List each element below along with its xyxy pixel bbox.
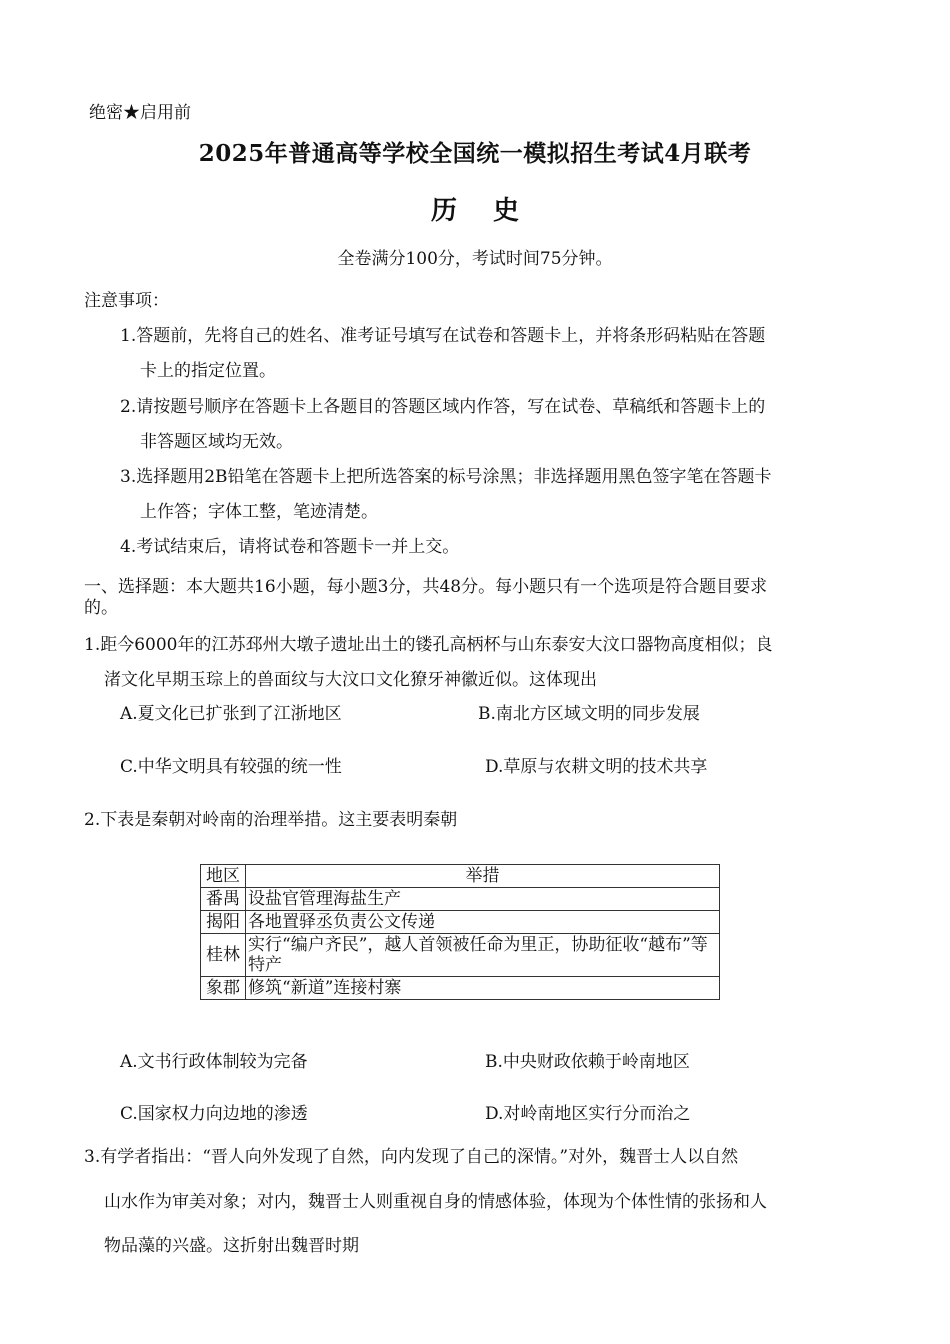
table-cell-region: 番禺 xyxy=(201,888,246,911)
exam-title: 2025年普通高等学校全国统一模拟招生考试4月联考 xyxy=(198,140,752,167)
q3-stem-cont: 山水作为审美对象；对内，魏晋士人则重视自身的情感体验，体现为个体性情的张扬和人 xyxy=(104,1192,767,1212)
q1-stem-cont: 渚文化早期玉琮上的兽面纹与大汶口文化獠牙神徽近似。这体现出 xyxy=(104,670,597,690)
note-item-3: 3.选择题用2B铅笔在答题卡上把所选答案的标号涂黑；非选择题用黑色签字笔在答题卡 xyxy=(120,467,772,487)
note-item-1: 1.答题前，先将自己的姓名、准考证号填写在试卷和答题卡上，并将条形码粘贴在答题 xyxy=(120,326,766,346)
note-item-2: 2.请按题号顺序在答题卡上各题目的答题区域内作答，写在试卷、草稿纸和答题卡上的 xyxy=(120,397,766,417)
note-item-4: 4.考试结束后，请将试卷和答题卡一并上交。 xyxy=(120,537,460,557)
note-item-3-cont: 上作答；字体工整，笔迹清楚。 xyxy=(140,502,378,522)
table-cell-measure: 实行“编户齐民”，越人首领被任命为里正，协助征收“越布”等特产 xyxy=(246,934,720,977)
table-cell-region: 揭阳 xyxy=(201,911,246,934)
table-cell-measure: 修筑“新道”连接村寨 xyxy=(246,977,720,1000)
table-row xyxy=(201,934,720,977)
q2-stem: 2.下表是秦朝对岭南的治理举措。这主要表明秦朝 xyxy=(84,810,458,830)
score-info: 全卷满分100分，考试时间75分钟。 xyxy=(337,249,613,269)
section-heading: 一、选择题：本大题共16小题，每小题3分，共48分。每小题只有一个选项是符合题目要求 xyxy=(84,577,768,597)
table-row xyxy=(201,911,720,934)
q1-stem: 1.距今6000年的江苏邳州大墩子遗址出土的镂孔高柄杯与山东泰安大汶口器物高度相似；良 xyxy=(84,635,773,655)
table-header-measure: 举措 xyxy=(246,865,720,888)
table-row xyxy=(201,888,720,911)
table-row xyxy=(201,977,720,1000)
note-item-1-cont: 卡上的指定位置。 xyxy=(140,361,276,381)
table-cell-measure: 设盐官管理海盐生产 xyxy=(246,888,720,911)
q3-stem-cont-2: 物品藻的兴盛。这折射出魏晋时期 xyxy=(104,1236,359,1256)
table-header-row xyxy=(201,865,720,888)
q1-option-b: B.南北方区域文明的同步发展 xyxy=(478,704,700,724)
table-cell-region: 象郡 xyxy=(201,977,246,1000)
note-item-2-cont: 非答题区域均无效。 xyxy=(140,432,293,452)
section-heading-cont: 的。 xyxy=(84,598,118,618)
table-header-region: 地区 xyxy=(201,865,246,888)
q1-option-d: D.草原与农耕文明的技术共享 xyxy=(485,757,708,777)
table-cell-region: 桂林 xyxy=(201,934,246,977)
q2-option-d: D.对岭南地区实行分而治之 xyxy=(485,1104,691,1124)
qin-lingnan-measures-table xyxy=(200,864,720,1000)
notes-heading: 注意事项： xyxy=(84,291,169,311)
q1-option-a: A.夏文化已扩张到了江浙地区 xyxy=(120,704,342,724)
q3-stem: 3.有学者指出：“晋人向外发现了自然，向内发现了自己的深情。”对外，魏晋士人以自然 xyxy=(84,1147,739,1167)
classified-mark: 绝密★启用前 xyxy=(89,103,191,123)
q2-option-a: A.文书行政体制较为完备 xyxy=(120,1052,308,1072)
q1-option-c: C.中华文明具有较强的统一性 xyxy=(120,757,342,777)
q2-option-b: B.中央财政依赖于岭南地区 xyxy=(485,1052,690,1072)
table-cell-measure: 各地置驿丞负责公文传递 xyxy=(246,911,720,934)
subject-title: 历史 xyxy=(430,196,555,226)
q2-option-c: C.国家权力向边地的渗透 xyxy=(120,1104,308,1124)
